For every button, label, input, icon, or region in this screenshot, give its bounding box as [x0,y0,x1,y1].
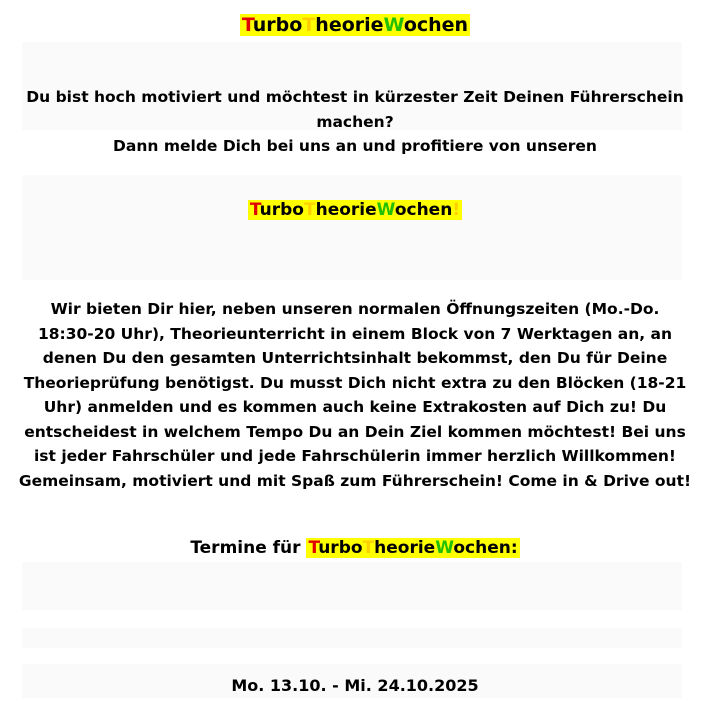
intro-line: Du bist hoch motiviert und möchtest in kürzester Zeit Deinen Führerschein [26,88,684,106]
brand-wochen-initial: W [435,538,454,558]
body-line: Wir bieten Dir hier, neben unseren normalen Öffnungszeiten (Mo.-Do. [50,300,660,318]
intro-line: machen? [316,112,394,131]
brand-turbo-rest: urbo [259,200,304,220]
body-line: Gemeinsam, motiviert und mit Spaß zum Führerschein! Come in & Drive out! [18,471,692,490]
dates-heading-prefix: Termine für [190,538,307,558]
brand-wordmark [306,538,519,558]
background-band [22,562,682,610]
brand-turbo-rest: urbo [252,14,303,36]
page-title [0,14,710,36]
brand-theorie-rest: heorie [315,14,384,36]
intro-line: Dann melde Dich bei uns an und profitiere von unseren [113,137,597,155]
body-line: Theorieprüfung benötigst. Du musst Dich nicht extra zu den Blöcken (18-21 [23,373,687,392]
brand-wochen-rest: ochen [453,538,511,558]
body-line: 18:30-20 Uhr), Theorieunterricht in einem Block von 7 Werktagen an, an [37,324,673,343]
dates-heading [0,538,710,558]
brand-theorie-rest: heorie [374,538,436,558]
brand-turbo-initial: T [241,14,253,36]
brand-turbo-initial: T [308,538,319,558]
brand-turbo-initial: T [249,200,260,220]
dates-heading-colon: : [510,538,518,558]
brand-theorie-initial: T [303,200,316,220]
brand-wochen-initial: W [376,200,395,220]
brand-turbo-rest: urbo [318,538,363,558]
brand-wochen-rest: ochen [394,200,453,220]
date-entry: Mo. 13.10. - Mi. 24.10.2025 [231,676,479,695]
body-text [0,297,710,493]
body-line: Uhr) anmelden und es kommen auch keine Extrakosten auf Dich zu! Du [43,398,667,416]
brand-theorie-rest: heorie [315,200,377,220]
brand-theorie-initial: T [302,14,316,36]
body-line: entscheidest in welchem Tempo Du an Dein Ziel kommen möchtest! Bei uns [24,422,686,441]
brand-wordmark [248,200,462,220]
background-band [22,175,682,280]
background-band [22,628,682,648]
brand-wochen-rest: ochen [403,14,469,36]
brand-wordmark [240,14,470,36]
body-line: denen Du den gesamten Unterrichtsinhalt bekommst, den Du für Deine [42,349,668,367]
heading-exclamation: ! [452,200,461,220]
brand-theorie-initial: T [362,538,375,558]
intro-text [0,85,710,159]
brand-wochen-initial: W [383,14,404,36]
body-line: ist jeder Fahrschüler und jede Fahrschülerin immer herzlich Willkommen! [33,447,676,465]
section-heading [0,200,710,220]
